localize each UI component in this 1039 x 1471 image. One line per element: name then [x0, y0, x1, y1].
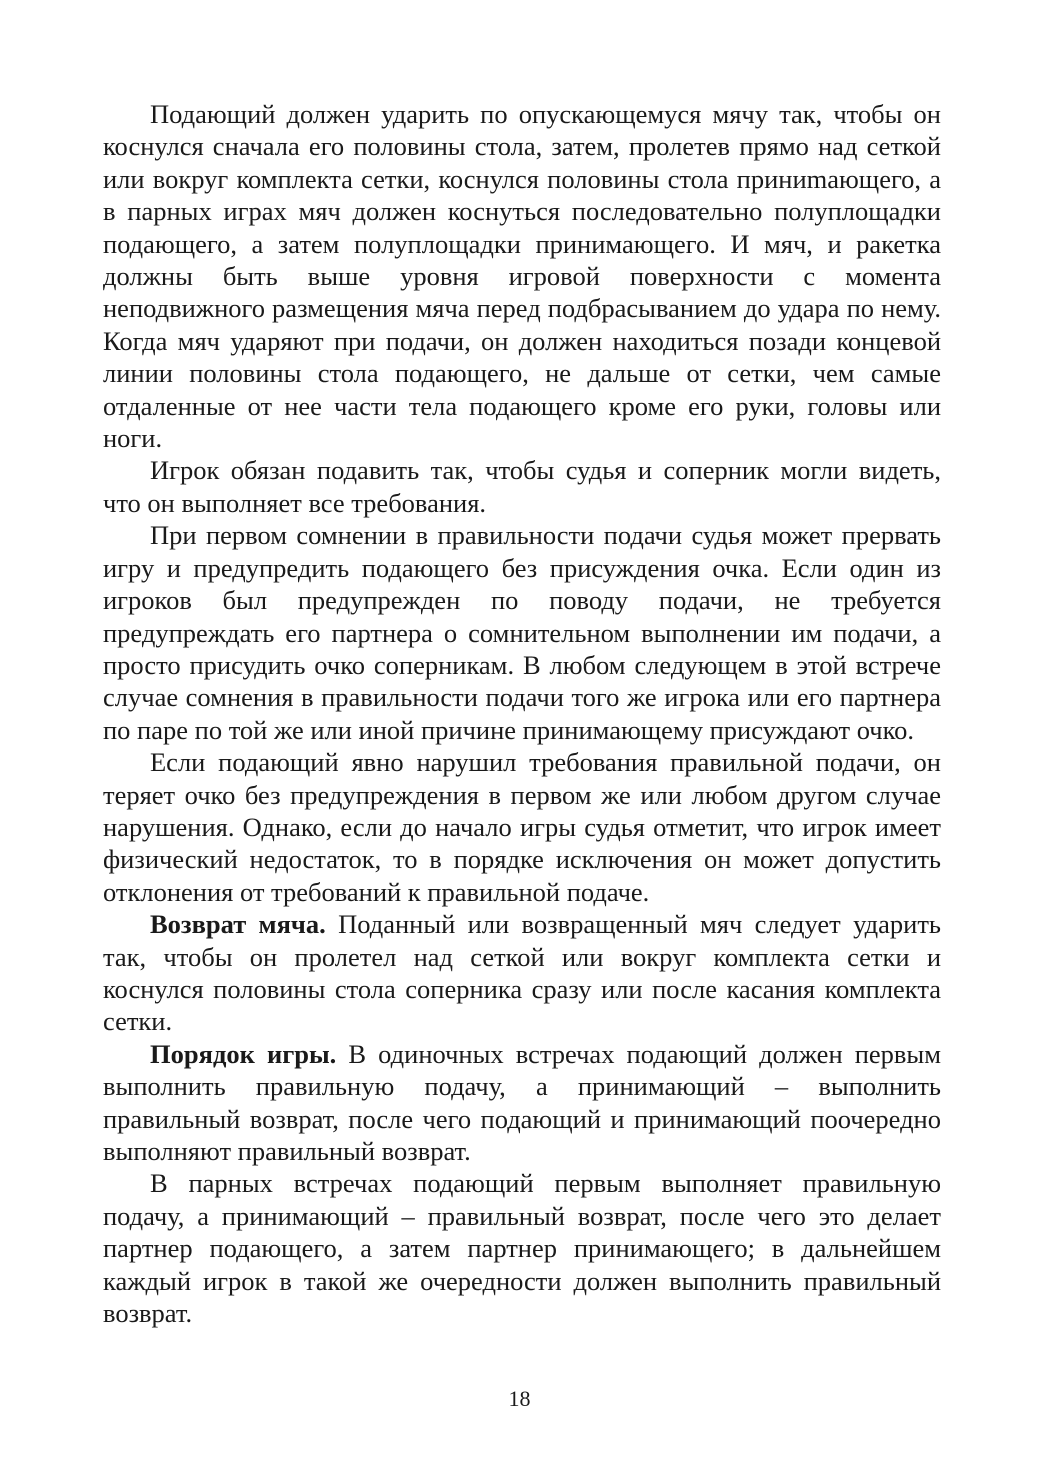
paragraph-serve-rules	[103, 98, 941, 454]
paragraph-text: Поданный или возвращенный мяч следует ударить так, чтобы он пролетел над сеткой или вокруг комплекта сетки и коснулся половины стола соперника сразу или после касания комплекта сетки.	[103, 909, 941, 1037]
paragraph-text: Игрок обязан подавить так, чтобы судья и соперник могли видеть, что он выполняет все требования.	[103, 455, 941, 518]
paragraph-serve-doubt	[103, 519, 941, 746]
paragraph-serve-visibility	[103, 454, 941, 519]
page-number: 18	[508, 1386, 531, 1411]
paragraph-heading: Возврат мяча.	[150, 909, 326, 940]
paragraph-return	[103, 908, 941, 1038]
paragraph-text: Если подающий явно нарушил требования правильной подачи, он теряет очко без предупреждения в первом же или любом другом случае нарушения. Однако, если до начало игры судья отметит, что игрок имеет физический недостаток, то в порядке исключения он может допустить отклонения от требований к правильной подаче.	[103, 747, 941, 907]
paragraph-order-of-play	[103, 1038, 941, 1168]
paragraph-serve-violation	[103, 746, 941, 908]
paragraph-text: При первом сомнении в правильности подачи судья может прервать игру и предупредить подающего без присуждения очка. Если один из игроков был предупрежден по поводу подачи, не требуется предупреждать его партнера о сомнительном выполнении им подачи, а просто присудить очко соперникам. В любом следующем в этой встрече случае сомнения в правильности подачи того же игрока или его партнера по паре по той же или иной причине принимающему присуждают очко.	[103, 520, 941, 745]
paragraph-text: Подающий должен ударить по опускающемуся мячу так, чтобы он коснулся сначала его половины стола, затем, пролетев прямо над сеткой или вокруг комплекта сетки, коснулся половины стола приниmающего, а в парных играх мяч должен коснуться последовательно полуплощадки подающего, а затем полуплощадки принимающего. И мяч, и ракетка должны быть выше уровня игровой поверхности с момента неподвижного размещения мяча перед подбрасыванием до удара по нему. Когда мяч ударяют при подачи, он должен находиться позади концевой линии половины стола подающего, не дальше от сетки, чем самые отдаленные от нее части тела подающего кроме его руки, головы или ноги.	[103, 99, 941, 454]
paragraph-text: В парных встречах подающий первым выполняет правильную подачу, а принимающий – правильный возврат, после чего это делает партнер подающего, а затем партнер принимающего; в дальнейшем каждый игрок в такой же очередности должен выполнить правильный возврат.	[103, 1168, 941, 1329]
paragraph-doubles-order	[103, 1167, 941, 1329]
paragraph-text: В одиночных встречах подающий должен первым выполнить правильную подачу, а принимающий – выполнить правильный возврат, после чего подающий и принимающий поочередно выполняют правильный возврат.	[103, 1038, 941, 1166]
paragraph-heading: Порядок игры.	[150, 1038, 337, 1069]
body-text	[103, 98, 941, 1329]
